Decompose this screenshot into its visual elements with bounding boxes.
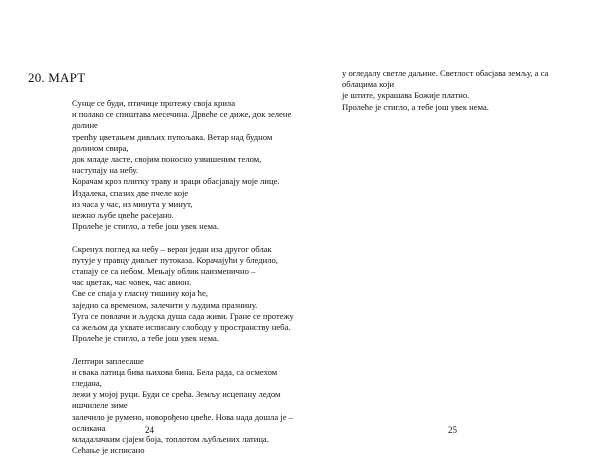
stanza-gap [72,344,287,355]
text-line: залечило је румено, новорођено цвеће. Нова нада дошла је – [72,411,293,422]
text-line: долине [72,120,98,131]
text-line: трепћу цветањем дивљих пупољака. Ветар над будном [72,131,273,142]
text-line: путује у правцу дивљег путоказа. Корачајући у бледило, [72,254,278,265]
text-line: нежно љубе цвеће расејано. [72,210,174,221]
stanza-2 [72,243,294,345]
poem-body-left [72,98,294,456]
text-line: у огледалу светле даљине. Светлост обасјава земљу, а са [342,68,549,78]
right-page [300,0,600,466]
poem-title: 20. МАРТ [28,70,86,85]
stanza-1 [72,98,292,232]
text-line: из часа у час, из минута у минут, [72,198,193,209]
text-line: младалачким сјајем боја, топлотом љубљених латица. [72,434,269,445]
text-line: наступају на небу. [72,165,139,176]
text-line: гледана, [72,378,102,389]
page-number-right: 25 [448,425,457,435]
text-line: лежи у мојој руци. Буди се срећа. Земљу исцепану ледом [72,389,281,400]
text-line: осликана [72,422,106,433]
text-line: Скренух поглед ка небу – веран један иза другог облак [72,243,272,254]
text-line: Пролеће је стигло, а тебе још увек нема. [72,333,219,344]
text-line: час цветак, час човек, час авион. [72,277,192,288]
text-line: Лептири заплесаше [72,355,144,366]
text-line: Туга се повлачи и људска душа сада живи. Гране се протежу [72,310,294,321]
text-line: Издалека, спазих две пчеле које [72,187,189,198]
text-line: Корачам кроз плитку траву и зраци обасјавају моје лице. [72,176,280,187]
poem-body-right [342,68,572,113]
text-line: Све се спаја у гласну тишину која ће, [72,288,208,299]
text-line: Пролеће је стигло, а тебе још увек нема. [342,101,489,112]
text-line: је штите, украшава Божије платно. [342,90,470,101]
text-line: заједно са временом, залечити у људима празнину. [72,299,258,310]
text-line: долином свира, [72,142,129,153]
text-line: стапају се са небом. Мењају облик наизменично – [72,266,256,277]
stanza-gap [72,232,287,243]
text-line: Пролеће је стигло, а тебе још увек нема. [72,221,219,232]
page-number-left: 24 [145,425,154,435]
text-line: Сунце се буди, птичице протежу своја крила [72,98,236,108]
text-line: ишчилеле зиме [72,400,128,411]
text-line: и полако се спиштава месечина. Дрвеће се диже, док зелене [72,109,292,120]
text-line: и свака латица бива њихова бина. Бела рада, са осмехом [72,366,278,377]
text-line: облацима који [342,79,395,90]
text-line: Сећање је исписано [72,445,145,456]
text-line: са жељом да ухвате исписану слободу у пространству неба. [72,322,291,333]
stanza-3 [72,355,293,457]
text-line: док младе ласте, својим поносно узвишеним телом, [72,154,262,165]
